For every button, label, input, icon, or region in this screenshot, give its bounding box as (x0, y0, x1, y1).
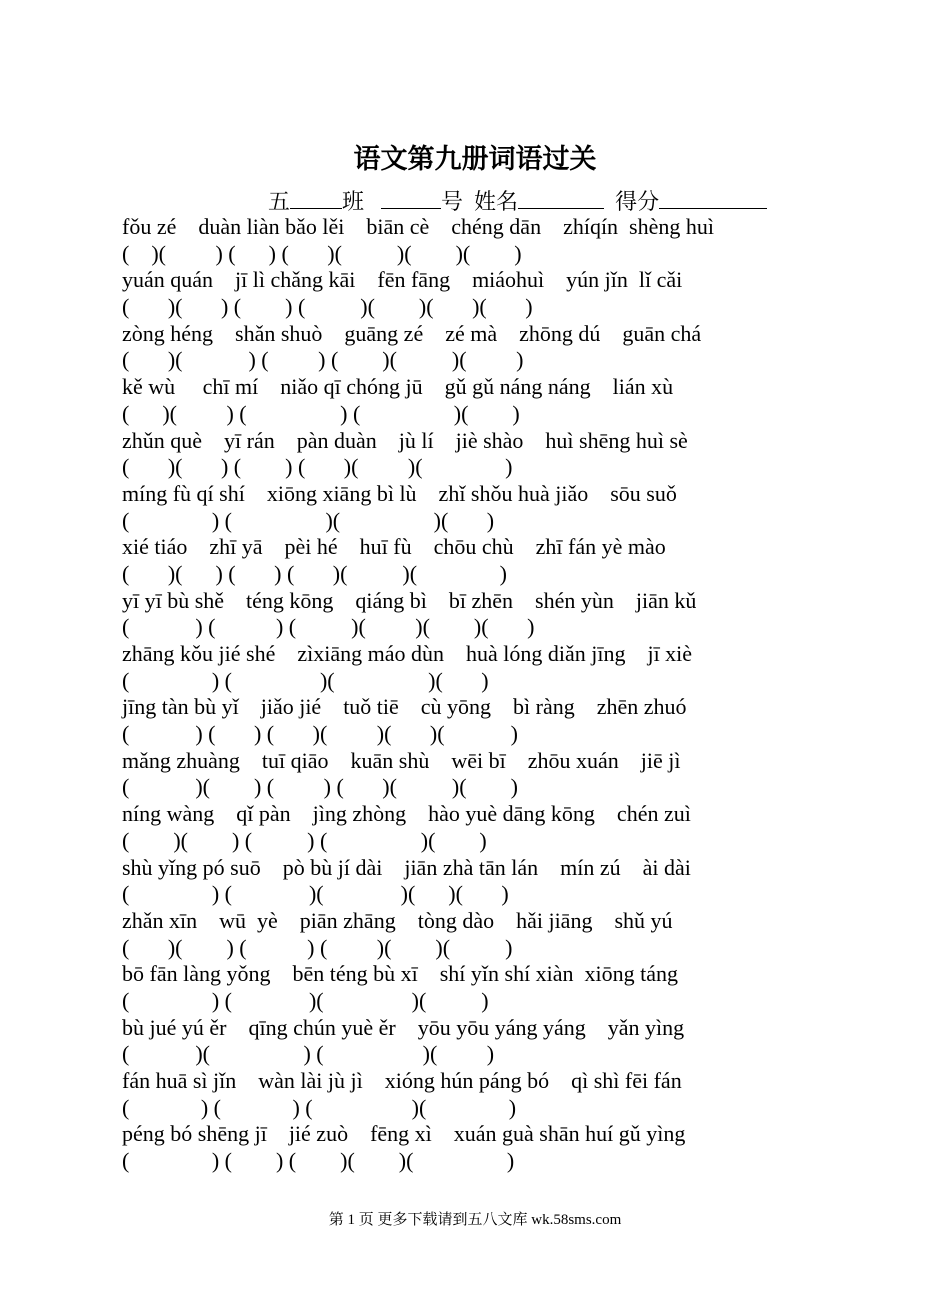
class-blank (290, 186, 342, 209)
answer-parentheses-line: ( ) ( ) ( )( ) (122, 1094, 517, 1120)
pinyin-line: míng fù qí shí xiōng xiāng bì lù zhǐ shǒu huà jiǎo sōu suǒ (122, 480, 677, 506)
answer-parentheses-line: ( )( ) ( ) ( )( ) (122, 827, 487, 853)
pinyin-line: zhāng kǒu jié shé zìxiāng máo dùn huà lóng diǎn jīng jī xiè (122, 641, 693, 666)
pinyin-line: níng wàng qǐ pàn jìng zhòng hào yuè dāng kōng chén zuì (122, 801, 691, 827)
answer-parentheses-line: ( )( ) ( ) ( )( )( ) (122, 347, 524, 373)
pinyin-line: yuán quán jī lì chǎng kāi fēn fāng miáohuì yún jǐn lǐ cǎi (122, 267, 683, 293)
pinyin-line: yī yī bù shě téng kōng qiáng bì bī zhēn shén yùn jiān kǔ (122, 587, 697, 613)
answer-parentheses-line: ( ) ( )( )( ) (122, 987, 489, 1013)
page-footer: 第 1 页 更多下载请到五八文库 wk.58sms.com (328, 1212, 622, 1228)
pinyin-line: zhǎn xīn wū yè piān zhāng tòng dào hǎi jiāng shǔ yú (122, 907, 673, 933)
pinyin-line: shù yǐng pó suō pò bù jí dài jiān zhà tān lán mín zú ài dài (122, 854, 691, 880)
answer-parentheses-line: ( ) ( )( )( ) (122, 667, 489, 693)
pinyin-line: zòng héng shǎn shuò guāng zé zé mà zhōng dú guān chá (122, 320, 702, 346)
number-label: 号 (441, 189, 464, 214)
answer-parentheses-line: ( ) ( )( )( )( ) (122, 881, 509, 907)
pinyin-line: mǎng zhuàng tuī qiāo kuān shù wēi bī zhōu xuán jiē jì (122, 747, 681, 773)
score-label: 得分 (615, 189, 660, 214)
score-blank (659, 186, 767, 209)
pinyin-line: bō fān làng yǒng bēn téng bù xī shí yǐn shí xiàn xiōng táng (122, 961, 679, 987)
number-blank (381, 186, 441, 209)
answer-parentheses-line: ( )( ) ( ) ( )( ) (122, 400, 520, 426)
pinyin-line: fǒu zé duàn liàn bǎo lěi biān cè chéng dān zhíqín shèng huì (122, 214, 714, 239)
answer-parentheses-line: ( ) ( )( )( ) (122, 507, 495, 533)
pinyin-line: bù jué yú ěr qīng chún yuè ěr yōu yōu yáng yáng yǎn yìng (122, 1014, 685, 1040)
page-title: 语文第九册词语过关 (353, 144, 597, 175)
student-info-line (268, 186, 767, 217)
answer-parentheses-line: ( ) ( ) ( )( )( ) (122, 1148, 515, 1174)
pinyin-line: jīng tàn bù yǐ jiǎo jié tuǒ tiē cù yōng bì ràng zhēn zhuó (122, 694, 687, 720)
class-label: 班 (342, 189, 365, 214)
answer-parentheses-line: ( )( ) ( ) ( )( )( ) (122, 934, 513, 960)
answer-parentheses-line: ( )( ) ( ) ( )( )( ) (122, 774, 518, 800)
answer-parentheses-line: ( )( ) ( ) ( )( )( ) (122, 560, 507, 586)
pinyin-line: zhǔn què yī rán pàn duàn jù lí jiè shào huì shēng huì sè (122, 427, 688, 453)
pinyin-line: xié tiáo zhī yā pèi hé huī fù chōu chù zhī fán yè mào (122, 534, 666, 560)
pinyin-line: péng bó shēng jī jié zuò fēng xì xuán guà shān huí gǔ yìng (122, 1121, 686, 1147)
answer-parentheses-line: ( )( ) ( ) ( )( )( )( ) (122, 294, 533, 320)
answer-parentheses-line: ( ) ( ) ( )( )( )( ) (122, 614, 535, 640)
name-label: 姓名 (474, 189, 519, 214)
exercise-lines (122, 214, 922, 1175)
answer-parentheses-line: ( )( ) ( )( ) (122, 1041, 495, 1067)
class-prefix: 五 (268, 189, 291, 214)
pinyin-line: fán huā sì jǐn wàn lài jù jì xióng hún páng bó qì shì fēi fán (122, 1068, 682, 1093)
answer-parentheses-line: ( ) ( ) ( )( )( )( ) (122, 721, 518, 747)
answer-parentheses-line: ( )( ) ( ) ( )( )( ) (122, 454, 513, 480)
answer-parentheses-line: ( )( ) ( ) ( )( )( )( ) (122, 240, 522, 266)
pinyin-line: kě wù chī mí niǎo qī chóng jū gǔ gǔ náng náng lián xù (122, 374, 674, 400)
name-blank (518, 186, 604, 209)
